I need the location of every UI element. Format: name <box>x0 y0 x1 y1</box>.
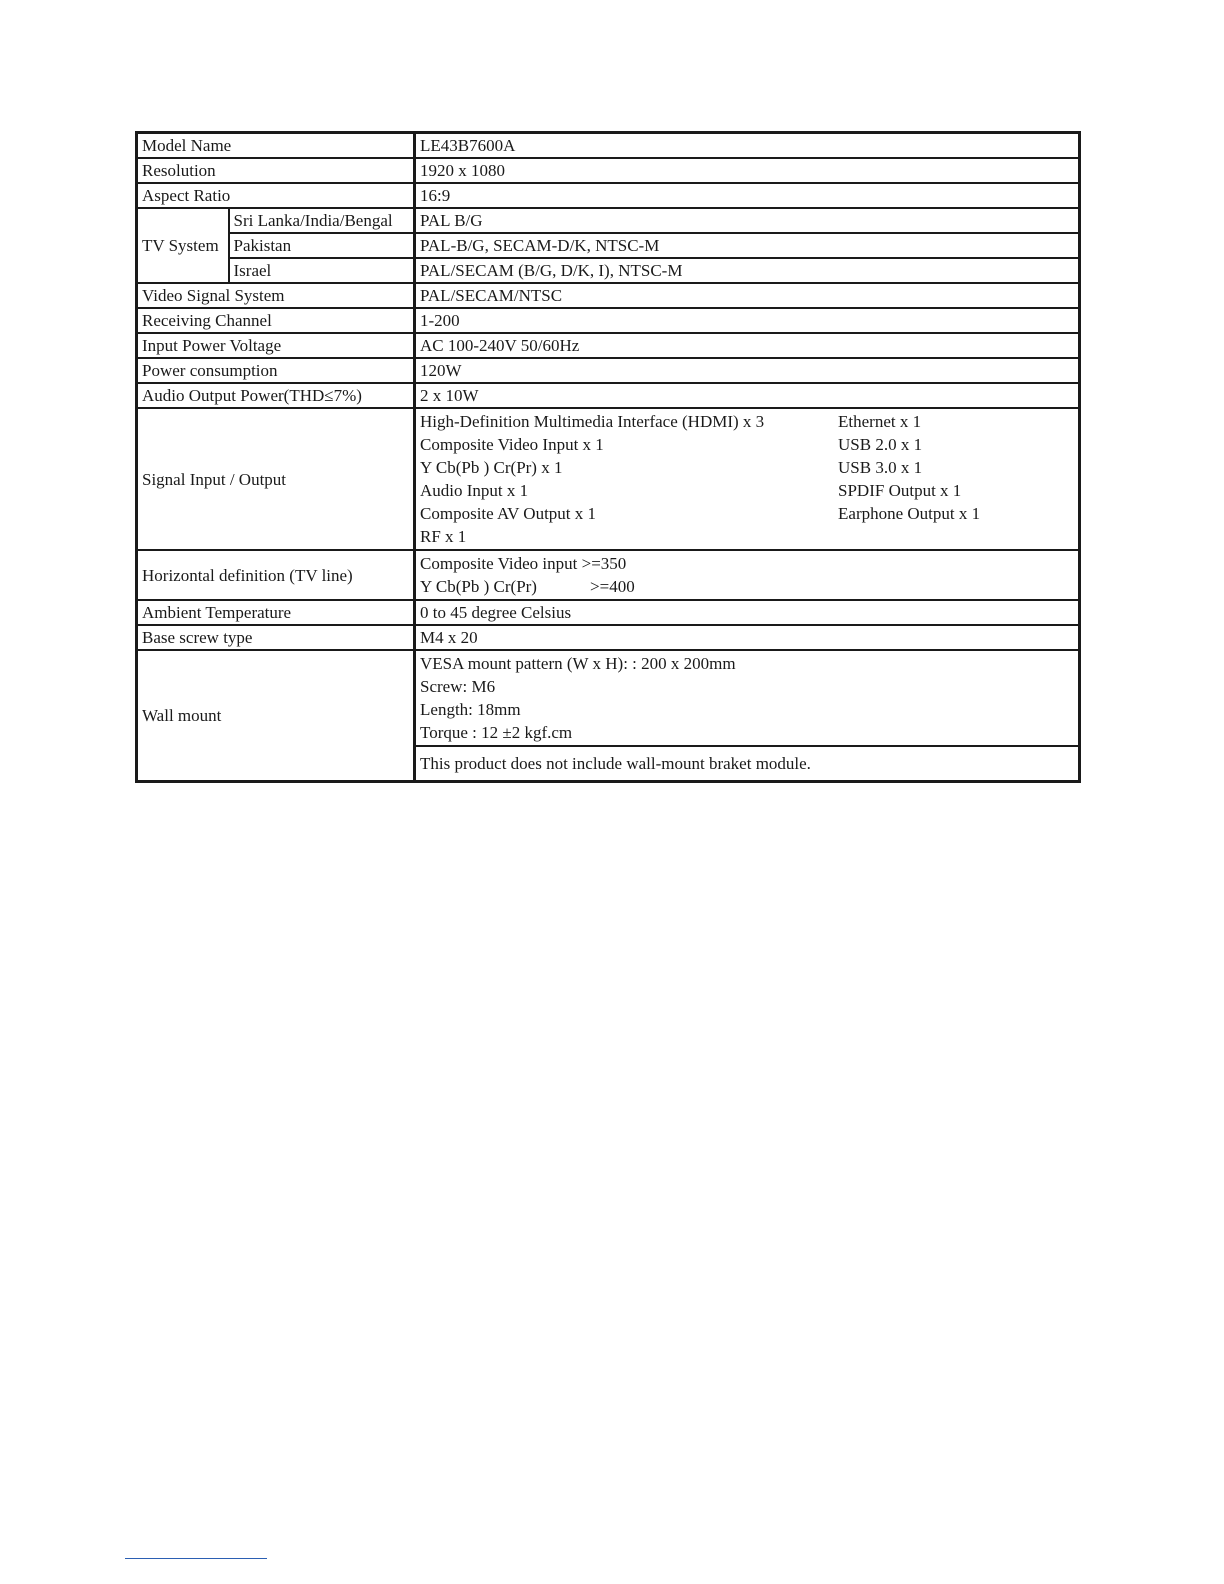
spec-label: Receiving Channel <box>137 308 415 333</box>
tv-system-region: Israel <box>229 258 415 283</box>
spec-value: PAL B/G <box>415 208 1080 233</box>
signal-io-right-column <box>838 410 980 548</box>
signal-io-item: RF x 1 <box>420 527 467 546</box>
wall-mount-note: This product does not include wall-mount braket module. <box>415 746 1080 782</box>
footnote-rule <box>125 1558 267 1559</box>
spec-label: Video Signal System <box>137 283 415 308</box>
spec-value: 1-200 <box>415 308 1080 333</box>
spec-label: Wall mount <box>137 650 415 782</box>
table-row <box>137 600 1080 625</box>
table-row <box>137 233 1080 258</box>
table-row <box>137 358 1080 383</box>
spec-value: M4 x 20 <box>415 625 1080 650</box>
spec-label: Resolution <box>137 158 415 183</box>
table-row <box>137 133 1080 159</box>
signal-io-item: Composite Video Input x 1 <box>420 435 604 454</box>
signal-io-left-column <box>420 410 838 548</box>
wall-mount-line: Torque : 12 ±2 kgf.cm <box>420 723 573 742</box>
horizontal-definition-value: >=400 <box>590 577 635 596</box>
signal-io-item: Earphone Output x 1 <box>838 504 981 523</box>
spec-label: Base screw type <box>137 625 415 650</box>
spec-label: Power consumption <box>137 358 415 383</box>
table-row <box>137 625 1080 650</box>
spec-label: Audio Output Power(THD≤7%) <box>137 383 415 408</box>
spec-value: PAL-B/G, SECAM-D/K, NTSC-M <box>415 233 1080 258</box>
horizontal-definition-line <box>420 575 1075 598</box>
horizontal-definition-value: >=350 <box>581 554 627 573</box>
spec-value: AC 100-240V 50/60Hz <box>415 333 1080 358</box>
spec-value: 16:9 <box>415 183 1080 208</box>
table-row <box>137 383 1080 408</box>
spec-value: 1920 x 1080 <box>415 158 1080 183</box>
horizontal-definition-name: Composite Video input <box>420 554 578 573</box>
table-row <box>137 283 1080 308</box>
spec-value-signal-io <box>415 408 1080 550</box>
spec-value: 2 x 10W <box>415 383 1080 408</box>
spec-table <box>135 131 1081 783</box>
signal-io-item: Y Cb(Pb ) Cr(Pr) x 1 <box>420 458 563 477</box>
table-row <box>137 308 1080 333</box>
signal-io-item: Composite AV Output x 1 <box>420 504 597 523</box>
signal-io-item: USB 3.0 x 1 <box>838 458 923 477</box>
spec-value-horizontal-definition <box>415 550 1080 600</box>
spec-value: 120W <box>415 358 1080 383</box>
table-row <box>137 550 1080 600</box>
table-row <box>137 258 1080 283</box>
table-row <box>137 183 1080 208</box>
table-row <box>137 208 1080 233</box>
wall-mount-line: Length: 18mm <box>420 700 521 719</box>
table-row <box>137 650 1080 746</box>
spec-label: Aspect Ratio <box>137 183 415 208</box>
spec-label: Ambient Temperature <box>137 600 415 625</box>
signal-io-item: Ethernet x 1 <box>838 412 922 431</box>
spec-value: PAL/SECAM (B/G, D/K, I), NTSC-M <box>415 258 1080 283</box>
signal-io-item: High-Definition Multimedia Interface (HDMI) x 3 <box>420 412 765 431</box>
spec-label: Model Name <box>137 133 415 159</box>
spec-value: LE43B7600A <box>415 133 1080 159</box>
spec-label: Signal Input / Output <box>137 408 415 550</box>
table-row <box>137 158 1080 183</box>
spec-label: Input Power Voltage <box>137 333 415 358</box>
tv-system-region: Sri Lanka/India/Bengal <box>229 208 415 233</box>
signal-io-item: SPDIF Output x 1 <box>838 481 962 500</box>
signal-io-item: USB 2.0 x 1 <box>838 435 923 454</box>
spec-label: TV System <box>137 208 229 283</box>
spec-value-wall-mount <box>415 650 1080 746</box>
spec-value: PAL/SECAM/NTSC <box>415 283 1080 308</box>
horizontal-definition-name: Y Cb(Pb ) Cr(Pr) <box>420 577 537 596</box>
signal-io-item: Audio Input x 1 <box>420 481 529 500</box>
wall-mount-line: VESA mount pattern (W x H): : 200 x 200mm <box>420 654 736 673</box>
table-row <box>137 408 1080 550</box>
horizontal-definition-line <box>420 552 1075 575</box>
spec-value: 0 to 45 degree Celsius <box>415 600 1080 625</box>
table-row <box>137 333 1080 358</box>
tv-system-region: Pakistan <box>229 233 415 258</box>
wall-mount-line: Screw: M6 <box>420 677 496 696</box>
spec-label: Horizontal definition (TV line) <box>137 550 415 600</box>
